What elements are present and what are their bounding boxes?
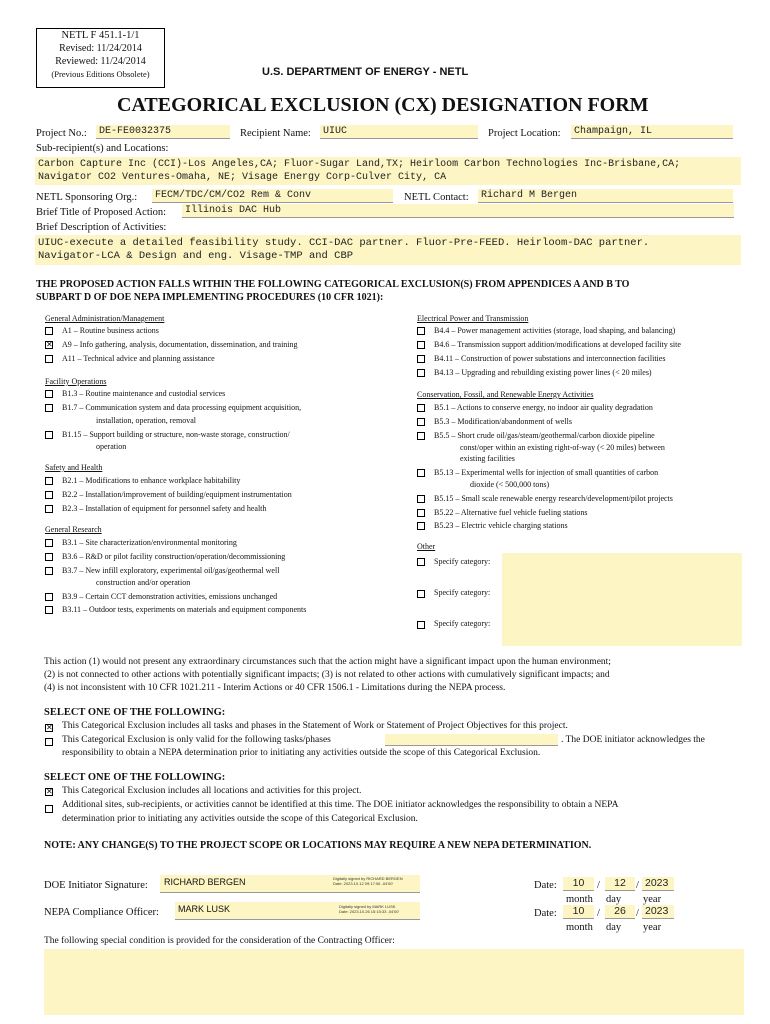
- checkmark-icon: ✕: [46, 787, 53, 796]
- brief-title-label: Brief Title of Proposed Action:: [36, 207, 167, 218]
- item-a1: A1 – Routine business actions: [62, 326, 159, 335]
- date2-year[interactable]: 2023: [642, 905, 674, 919]
- date1-slash-1: /: [597, 880, 600, 891]
- date1-month-caption: month: [566, 894, 593, 905]
- item-b5-13: B5.13 – Experimental wells for injection of small quantities of carbon: [434, 468, 659, 477]
- checkbox-b1-7[interactable]: [45, 404, 53, 412]
- date2-slash-2: /: [636, 908, 639, 919]
- checkbox-b3-1[interactable]: [45, 539, 53, 547]
- checkbox-b3-7[interactable]: [45, 567, 53, 575]
- proposed-heading-line-1: THE PROPOSED ACTION FALLS WITHIN THE FOLLOWING CATEGORICAL EXCLUSION(S) FROM APPENDICES A AND B TO: [36, 279, 630, 290]
- checkbox-b5-13[interactable]: [417, 469, 425, 477]
- date1-day[interactable]: 12: [605, 877, 635, 891]
- item-b4-6: B4.6 – Transmission support addition/modifications at developed facility site: [434, 340, 681, 349]
- proposed-heading: [36, 278, 629, 304]
- section-general-research: General Research: [45, 525, 102, 534]
- item-b3-7-cont: construction and/or operation: [96, 578, 191, 587]
- item-b5-5-cont: const/oper within an existing right-of-way (< 20 miles) between: [460, 443, 665, 452]
- checkbox-b4-11[interactable]: [417, 355, 425, 363]
- date2-day-caption: day: [606, 922, 622, 933]
- checkbox-a9[interactable]: [45, 341, 53, 349]
- form-obsolete-note: (Previous Editions Obsolete): [51, 69, 150, 79]
- item-b1-15: B1.15 – Support building or structure, non-waste storage, construction/: [62, 430, 290, 439]
- initiator-digital-signature: [333, 876, 403, 886]
- compliance-digital-signature: [339, 904, 399, 914]
- date2-day[interactable]: 26: [605, 905, 635, 919]
- form-revised: Revised: 11/24/2014: [59, 43, 142, 54]
- item-b4-11: B4.11 – Construction of power substations and interconnection facilities: [434, 354, 666, 363]
- option-additional-sites-cont: determination prior to initiating any activities outside the scope of this Categorical Exclusion.: [62, 814, 418, 824]
- date1-year[interactable]: 2023: [642, 877, 674, 891]
- compliance-digital-line-2: Date: 2023.10.26 15:15:33 -04'00': [339, 909, 400, 914]
- compliance-signature-name: MARK LUSK: [178, 904, 231, 914]
- item-b5-5-cont2: existing facilities: [460, 454, 515, 463]
- item-b5-22: B5.22 – Alternative fuel vehicle fueling stations: [434, 508, 588, 517]
- specify-field-2[interactable]: [502, 585, 742, 616]
- specify-field-3[interactable]: [502, 616, 742, 646]
- activities-label: Brief Description of Activities:: [36, 222, 167, 233]
- date2-month[interactable]: 10: [563, 905, 594, 919]
- item-b2-3: B2.3 – Installation of equipment for personnel safety and health: [62, 504, 267, 513]
- checkbox-b2-3[interactable]: [45, 505, 53, 513]
- date2-month-caption: month: [566, 922, 593, 933]
- initiator-signature-name: RICHARD BERGEN: [164, 877, 246, 887]
- option-specific-tasks-cont2: responsibility to obtain a NEPA determination prior to initiating any activities outside the scope of this Categorical Exclusion.: [62, 748, 541, 758]
- activities-line-2: Navigator-LCA & Design and eng. Visage-TMP and CBP: [38, 250, 354, 262]
- checkbox-b4-4[interactable]: [417, 327, 425, 335]
- item-b4-4: B4.4 – Power management activities (storage, load shaping, and balancing): [434, 326, 676, 335]
- date2-slash-1: /: [597, 908, 600, 919]
- extraordinary-line-3: (4) is not inconsistent with 10 CFR 1021.211 - Interim Actions or 40 CFR 1506.1 - Limitations during the NEPA process.: [44, 683, 506, 693]
- section-safety-health: Safety and Health: [45, 463, 103, 472]
- option-specific-tasks: This Categorical Exclusion is only valid for the following tasks/phases: [62, 735, 331, 745]
- select-heading-2: SELECT ONE OF THE FOLLOWING:: [44, 772, 226, 783]
- checkbox-b5-23[interactable]: [417, 522, 425, 530]
- date-label-2: Date:: [534, 908, 557, 919]
- subrecipients-line-2: Navigator CO2 Ventures-Omaha, NE; Visage Energy Corp-Culver City, CA: [38, 172, 447, 183]
- specify-label-3: Specify category:: [434, 619, 491, 628]
- item-b3-6: B3.6 – R&D or pilot facility construction/operation/decommissioning: [62, 552, 286, 561]
- checkbox-b2-2[interactable]: [45, 491, 53, 499]
- location-field[interactable]: Champaign, IL: [571, 125, 733, 139]
- checkbox-b4-6[interactable]: [417, 341, 425, 349]
- initiator-signature-label: DOE Initiator Signature:: [44, 880, 148, 891]
- section-conservation: Conservation, Fossil, and Renewable Energy Activities: [417, 390, 594, 399]
- item-b1-3: B1.3 – Routine maintenance and custodial services: [62, 389, 226, 398]
- item-b3-1: B3.1 – Site characterization/environmental monitoring: [62, 538, 237, 547]
- location-label: Project Location:: [488, 128, 561, 139]
- checkbox-other-1[interactable]: [417, 558, 425, 566]
- specify-label-2: Specify category:: [434, 588, 491, 597]
- agency-name: U.S. DEPARTMENT OF ENERGY - NETL: [262, 66, 469, 78]
- checkbox-a1[interactable]: [45, 327, 53, 335]
- checkbox-b1-15[interactable]: [45, 431, 53, 439]
- checkbox-all-locations[interactable]: [45, 788, 53, 796]
- specify-field-1[interactable]: [502, 553, 742, 585]
- option-additional-sites: Additional sites, sub-recipients, or activities cannot be identified at this time. The DOE initiator acknowledges the responsibility to obtain a NEPA: [62, 800, 619, 810]
- checkmark-icon: ✕: [46, 723, 53, 732]
- extraordinary-line-2: (2) is not connected to other actions with potentially significant impacts; (3) is not related to other actions with cumulatively significant impacts; and: [44, 670, 610, 680]
- select-heading-1: SELECT ONE OF THE FOLLOWING:: [44, 707, 226, 718]
- checkbox-b5-1[interactable]: [417, 404, 425, 412]
- item-b5-3: B5.3 – Modification/abandonment of wells: [434, 417, 572, 426]
- initiator-digital-line-1: Digitally signed by RICHARD BERGEN: [333, 876, 403, 881]
- item-b5-5: B5.5 – Short crude oil/gas/steam/geothermal/carbon dioxide pipeline: [434, 431, 655, 440]
- specify-label-1: Specify category:: [434, 557, 491, 566]
- checkbox-b3-9[interactable]: [45, 593, 53, 601]
- option-all-tasks: This Categorical Exclusion includes all tasks and phases in the Statement of Work or Statement of Project Objectives for this project.: [62, 721, 568, 731]
- option-specific-tasks-cont: . The DOE initiator acknowledges the: [561, 735, 705, 745]
- form-number: NETL F 451.1-1/1: [61, 30, 140, 41]
- item-b1-7-cont: installation, operation, removal: [96, 416, 196, 425]
- compliance-officer-label: NEPA Compliance Officer:: [44, 907, 159, 918]
- checkbox-b5-15[interactable]: [417, 495, 425, 503]
- item-b3-7: B3.7 – New infill exploratory, experimental oil/gas/geothermal well: [62, 566, 280, 575]
- activities-line-1: UIUC-execute a detailed feasibility study. CCI-DAC partner. Fluor-Pre-FEED. Heirloom-DAC partner.: [38, 237, 650, 249]
- contact-field[interactable]: Richard M Bergen: [478, 189, 733, 203]
- checkbox-other-3[interactable]: [417, 621, 425, 629]
- item-a11: A11 – Technical advice and planning assistance: [62, 354, 215, 363]
- page-title: CATEGORICAL EXCLUSION (CX) DESIGNATION FORM: [117, 94, 649, 116]
- checkbox-specific-tasks[interactable]: [45, 738, 53, 746]
- item-b5-23: B5.23 – Electric vehicle charging stations: [434, 521, 568, 530]
- project-no-label: Project No.:: [36, 128, 87, 139]
- item-a9: A9 – Info gathering, analysis, documentation, dissemination, and training: [62, 340, 298, 349]
- checkbox-b5-5[interactable]: [417, 432, 425, 440]
- checkbox-b2-1[interactable]: [45, 477, 53, 485]
- subrecipients-line-1: Carbon Capture Inc (CCI)-Los Angeles,CA; Fluor-Sugar Land,TX; Heirloom Carbon Technologies Inc-Brisbane,CA;: [38, 159, 681, 170]
- form-id-box: [36, 28, 165, 88]
- item-b2-1: B2.1 – Modifications to enhance workplace habitability: [62, 476, 241, 485]
- checkbox-a11[interactable]: [45, 355, 53, 363]
- activities-field[interactable]: [35, 235, 741, 265]
- brief-title-field[interactable]: Illinois DAC Hub: [182, 204, 734, 218]
- compliance-digital-line-1: Digitally signed by MARK LUSK: [339, 904, 396, 909]
- item-b2-2: B2.2 – Installation/improvement of building/equipment instrumentation: [62, 490, 292, 499]
- date1-month[interactable]: 10: [563, 877, 594, 891]
- checkbox-b1-3[interactable]: [45, 390, 53, 398]
- initiator-digital-line-2: Date: 2023.10.12 09:17:06 -04'00': [333, 881, 394, 886]
- date1-year-caption: year: [643, 894, 662, 905]
- option-all-locations: This Categorical Exclusion includes all locations and activities for this project.: [62, 786, 362, 796]
- special-condition-field[interactable]: [44, 949, 744, 1015]
- form-reviewed: Reviewed: 11/24/2014: [55, 56, 146, 67]
- item-b5-1: B5.1 – Actions to conserve energy, no indoor air quality degradation: [434, 403, 653, 412]
- recipient-field[interactable]: UIUC: [320, 125, 478, 139]
- subrecipients-field[interactable]: [35, 157, 741, 185]
- recipient-label: Recipient Name:: [240, 128, 311, 139]
- checkbox-b5-22[interactable]: [417, 509, 425, 517]
- section-facility-operations: Facility Operations: [45, 377, 107, 386]
- item-b5-13-cont: dioxide (< 500,000 tons): [470, 480, 550, 489]
- date1-slash-2: /: [636, 880, 639, 891]
- item-b4-13: B4.13 – Upgrading and rebuilding existing power lines (< 20 miles): [434, 368, 652, 377]
- date1-day-caption: day: [606, 894, 622, 905]
- sponsoring-field[interactable]: FECM/TDC/CM/CO2 Rem & Conv: [152, 189, 393, 203]
- checkbox-b3-6[interactable]: [45, 553, 53, 561]
- item-b5-15: B5.15 – Small scale renewable energy research/development/pilot projects: [434, 494, 673, 503]
- section-general-admin: General Administration/Management: [45, 314, 165, 323]
- scope-change-note: NOTE: ANY CHANGE(S) TO THE PROJECT SCOPE OR LOCATIONS MAY REQUIRE A NEW NEPA DETERMINATION.: [44, 840, 592, 851]
- contact-label: NETL Contact:: [404, 192, 469, 203]
- checkbox-b3-11[interactable]: [45, 606, 53, 614]
- proposed-heading-line-2: SUBPART D OF DOE NEPA IMPLEMENTING PROCEDURES (10 CFR 1021):: [36, 292, 384, 303]
- tasks-phases-field[interactable]: [385, 734, 558, 746]
- subrecipients-label: Sub-recipient(s) and Locations:: [36, 143, 169, 154]
- checkbox-all-tasks[interactable]: [45, 724, 53, 732]
- item-b1-7: B1.7 – Communication system and data processing equipment acquisition,: [62, 403, 302, 412]
- item-b3-9: B3.9 – Certain CCT demonstration activities, emissions unchanged: [62, 592, 278, 601]
- extraordinary-paragraph: [44, 656, 611, 695]
- special-condition-label: The following special condition is provided for the consideration of the Contracting Officer:: [44, 936, 395, 946]
- date-label-1: Date:: [534, 880, 557, 891]
- project-no-field[interactable]: DE-FE0032375: [96, 125, 230, 139]
- section-other: Other: [417, 542, 436, 551]
- checkbox-additional-sites[interactable]: [45, 805, 53, 813]
- checkbox-other-2[interactable]: [417, 590, 425, 598]
- date2-year-caption: year: [643, 922, 662, 933]
- checkmark-icon: ✕: [46, 340, 53, 349]
- checkbox-b5-3[interactable]: [417, 418, 425, 426]
- item-b3-11: B3.11 – Outdoor tests, experiments on materials and equipment components: [62, 605, 307, 614]
- item-b1-15-cont: operation: [96, 442, 127, 451]
- checkbox-b4-13[interactable]: [417, 369, 425, 377]
- section-electrical: Electrical Power and Transmission: [417, 314, 529, 323]
- sponsoring-label: NETL Sponsoring Org.:: [36, 192, 138, 203]
- extraordinary-line-1: This action (1) would not present any extraordinary circumstances such that the action might have a significant impact upon the human environment;: [44, 657, 611, 667]
